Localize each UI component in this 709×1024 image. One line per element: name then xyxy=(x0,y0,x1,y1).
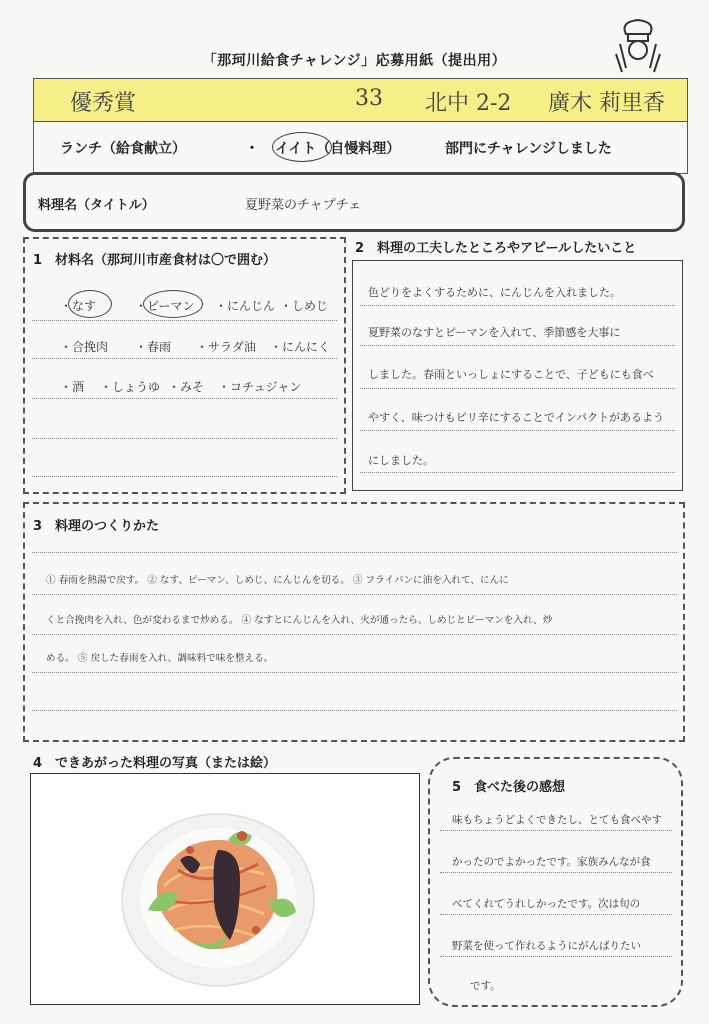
rule xyxy=(440,830,672,831)
rule xyxy=(360,345,675,346)
appeal-line: にしました。 xyxy=(368,454,434,467)
category-ichioshi: イイト（自慢料理） xyxy=(275,141,401,157)
section3-label: 3 料理のつくりかた xyxy=(33,519,160,534)
section2-label: 2 料理の工夫したところやアピールしたいこと xyxy=(355,241,637,256)
recipe-line: める。 ⑤ 戻した春雨を入れ、調味料で味を整える。 xyxy=(46,653,274,664)
category-circle xyxy=(272,132,332,162)
section4-label: 4 できあがった料理の写真（または絵） xyxy=(33,756,277,771)
impression-line: かったのでよかったです。家族みんなが食 xyxy=(452,856,651,868)
ingredient: ・みそ xyxy=(168,380,205,394)
rule xyxy=(440,872,672,873)
appeal-line: しました。春雨といっしょにすることで、子どもにも食べ xyxy=(368,368,654,381)
rule xyxy=(32,398,337,399)
category-lunch: ランチ（給食献立） xyxy=(60,141,186,157)
rule xyxy=(32,438,337,439)
rule xyxy=(360,430,675,431)
school-class: 北中 2-2 xyxy=(425,91,512,116)
dish-name-label: 料理名（タイトル） xyxy=(38,198,155,213)
ingredient: ・サラダ油 xyxy=(196,340,256,354)
dish-photo xyxy=(118,790,318,996)
student-name: 廣木 莉里香 xyxy=(548,91,665,116)
ingredient: ・しめじ xyxy=(280,299,329,313)
appeal-line: 夏野菜のなすとピーマンを入れて、季節感を大事に xyxy=(368,326,621,339)
section1-label: 1 材料名（那珂川市産食材は〇で囲む） xyxy=(33,253,277,268)
ingredient: ・ピーマン xyxy=(135,299,195,313)
section5-label: 5 食べた後の感想 xyxy=(452,780,566,795)
rule xyxy=(32,476,337,477)
rule xyxy=(440,914,672,915)
rule xyxy=(32,710,677,711)
ingredient: ・春雨 xyxy=(135,340,172,354)
rule xyxy=(360,388,675,389)
impression-line: べてくれてうれしかったです。次は旬の xyxy=(452,898,641,910)
category-separator: ・ xyxy=(245,141,259,157)
rule xyxy=(32,594,677,595)
section1-box xyxy=(23,237,346,494)
rule xyxy=(440,956,672,957)
rule xyxy=(32,320,337,321)
rule xyxy=(32,358,337,359)
form-title: 「那珂川給食チャレンジ」応募用紙（提出用） xyxy=(202,53,507,69)
rule xyxy=(360,472,675,473)
impression-line: です。 xyxy=(470,980,501,992)
appeal-line: やすく、味つけもピリ辛にすることでインパクトがあるよう xyxy=(368,411,665,424)
rule xyxy=(32,552,677,553)
rule xyxy=(32,672,677,673)
ingredient: ・にんにく xyxy=(270,340,331,354)
entry-number: 33 xyxy=(355,86,383,111)
ingredient: ・にんじん xyxy=(215,299,276,313)
local-ingredient-circle xyxy=(68,290,112,318)
ingredient: ・合挽肉 xyxy=(60,340,109,354)
ingredient: ・コチュジャン xyxy=(218,380,302,394)
appeal-line: 色どりをよくするために、にんじんを入れました。 xyxy=(368,286,621,299)
recipe-line: ① 春雨を熱湯で戻す。 ② なす、ピーマン、しめじ、にんじんを切る。 ③ フライパンに油を入れて、にんに xyxy=(46,575,509,586)
dish-name-value: 夏野菜のチャプチェ xyxy=(245,198,362,213)
rule xyxy=(32,634,677,635)
impression-line: 味もちょうどよくできたし、とても食べやす xyxy=(452,814,662,826)
chef-logo xyxy=(608,14,668,74)
local-ingredient-circle xyxy=(143,290,203,318)
category-suffix: 部門にチャレンジしました xyxy=(445,141,612,157)
ingredient: ・なす xyxy=(60,299,97,313)
award-text: 優秀賞 xyxy=(70,91,137,116)
ingredient: ・しょうゆ xyxy=(100,380,161,394)
rule xyxy=(360,305,675,306)
recipe-line: くと合挽肉を入れ、色が変わるまで炒める。 ④ なすとにんじんを入れ、火が通ったら、しめじとピーマンを入れ、炒 xyxy=(46,615,553,626)
impression-line: 野菜を使って作れるようにがんばりたい xyxy=(452,940,641,952)
ingredient: ・酒 xyxy=(60,380,85,394)
